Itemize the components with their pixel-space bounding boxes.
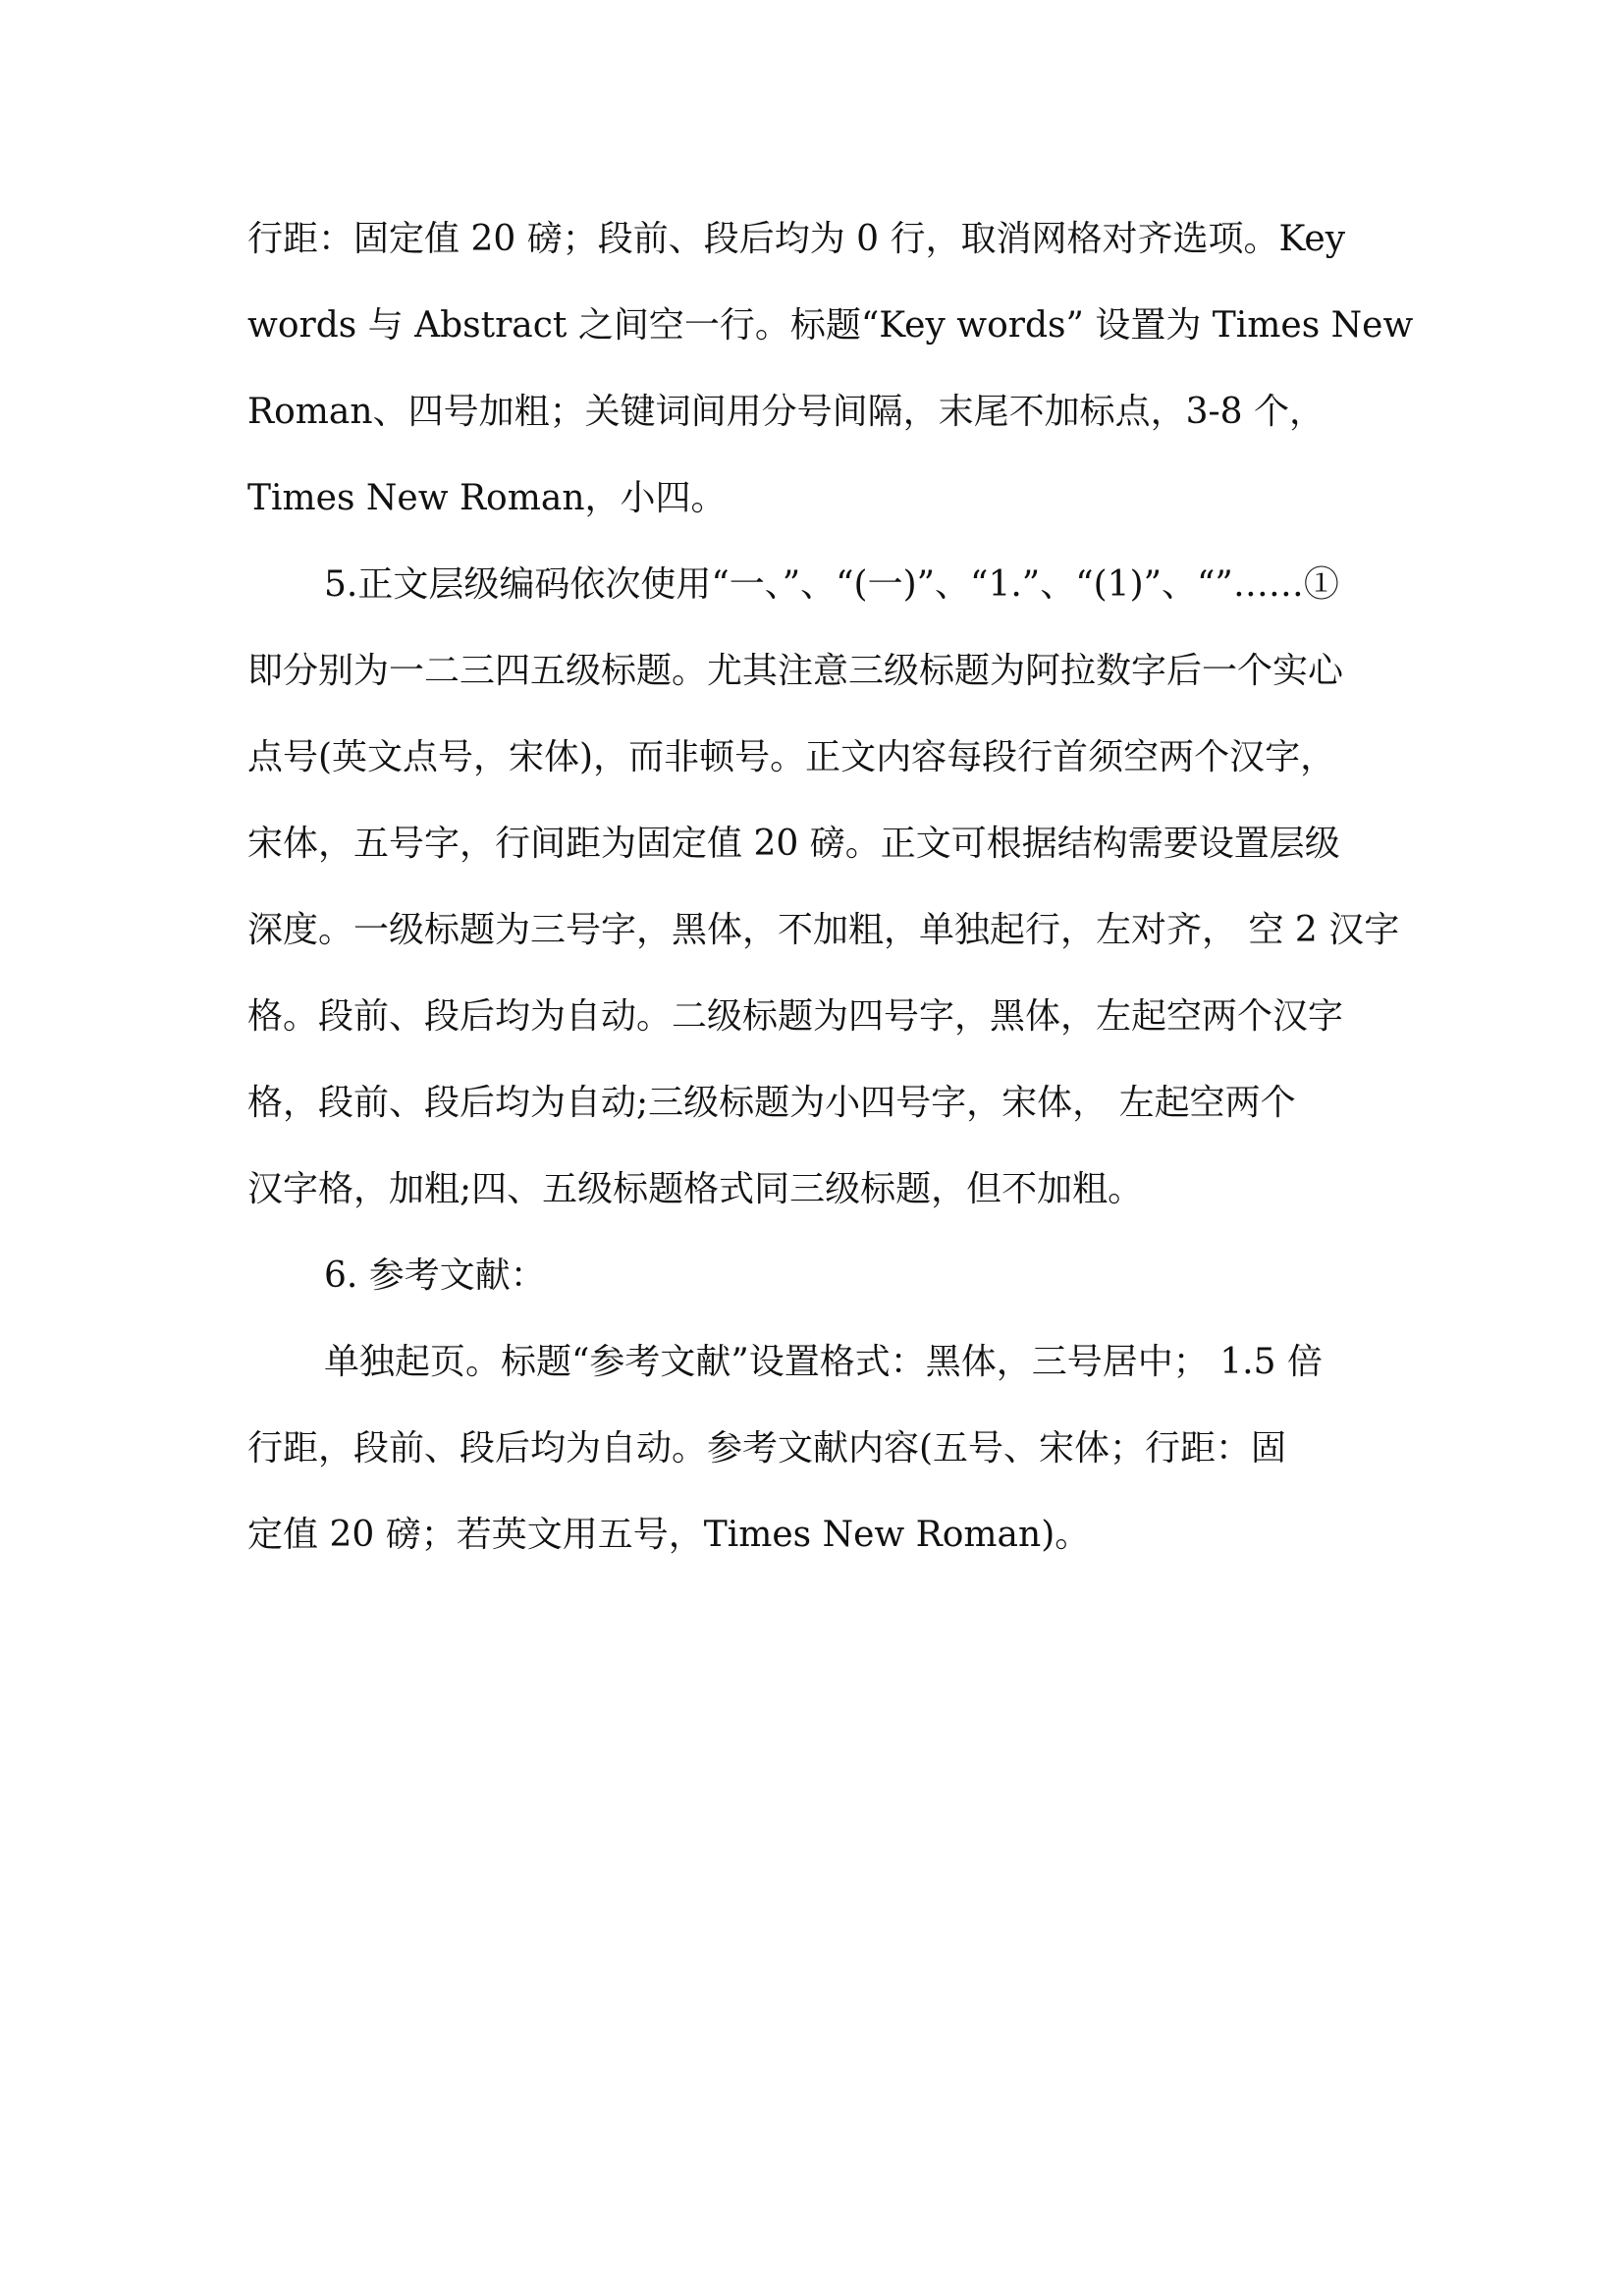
body-text bbox=[247, 196, 1414, 1578]
text-line: 深度。一级标题为三号字，黑体，不加粗，单独起行，左对齐， 空 2 汉字 bbox=[247, 910, 1400, 950]
text-line: 即分别为一二三四五级标题。尤其注意三级标题为阿拉数字后一个实心 bbox=[247, 651, 1344, 691]
text-line: Times New Roman，小四。 bbox=[247, 478, 727, 518]
text-line: 格，段前、段后均为自动;三级标题为小四号字，宋体， 左起空两个 bbox=[247, 1083, 1296, 1123]
text-line: words 与 Abstract 之间空一行。标题“Key words” 设置为 Times New bbox=[247, 305, 1414, 346]
text-line: 单独起页。标题“参考文献”设置格式：黑体，三号居中； 1.5 倍 bbox=[324, 1342, 1323, 1382]
text-line: Roman、四号加粗；关键词间用分号间隔，末尾不加标点，3-8 个， bbox=[247, 392, 1325, 432]
text-line: 宋体，五号字，行间距为固定值 20 磅。正文可根据结构需要设置层级 bbox=[247, 824, 1340, 864]
text-line: 汉字格，加粗;四、五级标题格式同三级标题，但不加粗。 bbox=[247, 1169, 1144, 1209]
text-line: 行距：固定值 20 磅；段前、段后均为 0 行，取消网格对齐选项。Key bbox=[247, 219, 1346, 259]
text-line: 格。段前、段后均为自动。二级标题为四号字，黑体，左起空两个汉字 bbox=[247, 996, 1344, 1037]
text-line: 点号(英文点号，宋体)，而非顿号。正文内容每段行首须空两个汉字， bbox=[247, 737, 1336, 777]
text-line: 5.正文层级编码依次使用“一、”、“(一)”、“1.”、“(1)”、“”……① bbox=[324, 564, 1339, 605]
text-line: 行距，段前、段后均为自动。参考文献内容(五号、宋体；行距：固 bbox=[247, 1428, 1287, 1468]
section-heading: 6. 参考文献： bbox=[324, 1255, 546, 1296]
text-line: 定值 20 磅；若英文用五号，Times New Roman)。 bbox=[247, 1515, 1091, 1555]
